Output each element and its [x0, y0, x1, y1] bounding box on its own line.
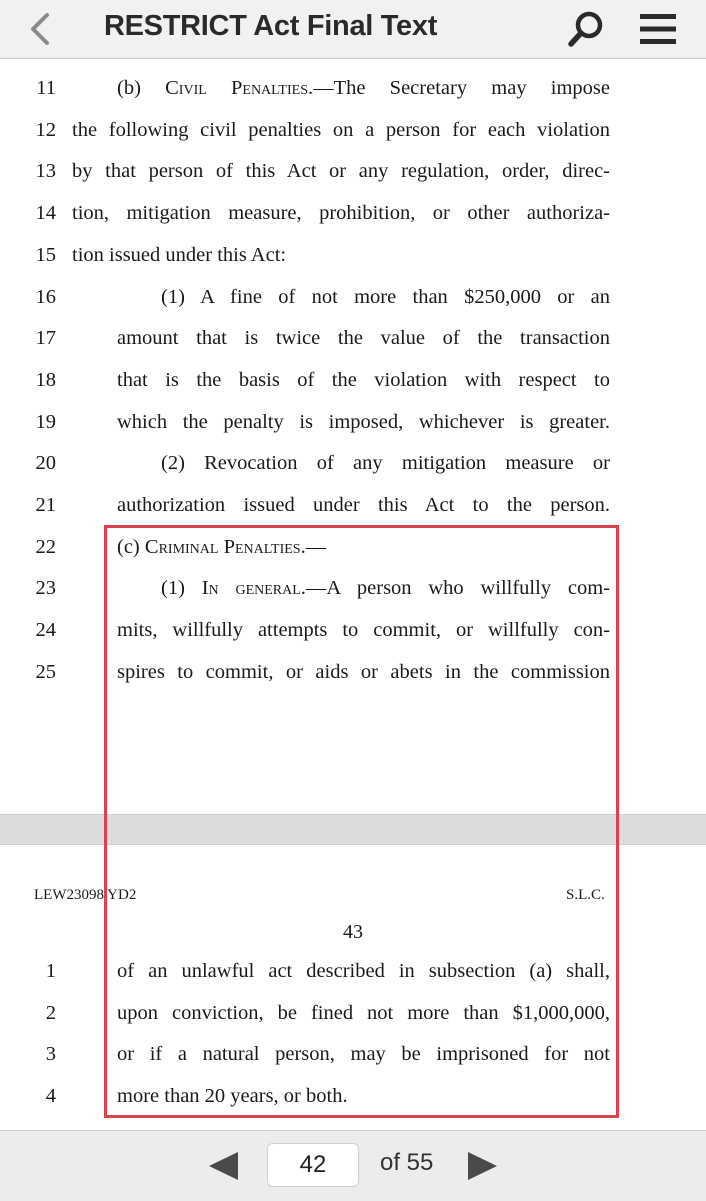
page43-text-line [117, 1081, 610, 1111]
page-separator [0, 814, 706, 845]
text-span: .— [300, 535, 327, 558]
text-span: authorization issued under this Act to the person. [117, 494, 610, 516]
page42-line-number: 13 [35, 160, 56, 183]
text-span: the following civil penalties on a person for each violation [72, 118, 610, 141]
triangle-right-icon[interactable] [466, 1149, 500, 1183]
page42-text-line [117, 323, 610, 353]
section-heading: In general [201, 577, 301, 600]
page-number-input[interactable] [267, 1143, 359, 1187]
text-span: that is the basis of the violation with respect to [117, 368, 610, 391]
page42-text-line [117, 407, 610, 437]
page42-text-line [117, 657, 610, 687]
page43-line-number: 2 [45, 1001, 56, 1024]
page42-text-line [161, 573, 610, 603]
document-id: LEW23098 YD2 [34, 887, 137, 903]
page42-line-number: 23 [35, 577, 56, 600]
text-span: (1) A fine of not more than $250,000 or an [161, 285, 610, 308]
page43-line-number: 3 [45, 1043, 56, 1066]
page43-text-line [117, 998, 610, 1028]
page43-line-number: 4 [45, 1085, 56, 1108]
slc-marker: S.L.C. [566, 887, 605, 903]
search-icon[interactable] [566, 10, 606, 50]
printed-page-number: 43 [343, 921, 363, 943]
page42-text-line [72, 156, 610, 186]
page-count-label: of 55 [380, 1149, 434, 1176]
page42-text-line [161, 448, 610, 478]
text-span: which the penalty is imposed, whichever is greater. [117, 410, 610, 433]
page42-text-line [117, 73, 610, 103]
page42-line-number: 16 [35, 285, 56, 308]
text-span: more than 20 years, or both. [117, 1085, 348, 1108]
triangle-left-icon[interactable] [206, 1149, 240, 1183]
page42-text-line [72, 115, 610, 145]
top-toolbar [0, 0, 706, 59]
page43-line-number: 1 [45, 960, 56, 982]
text-span: spires to commit, or aids or abets in the commission [117, 660, 610, 683]
page42-line-number: 19 [35, 410, 56, 433]
text-span: by that person of this Act or any regulation, order, direc- [72, 160, 610, 183]
hamburger-menu-icon[interactable] [638, 12, 678, 46]
page42-line-number: 22 [35, 535, 56, 558]
page43-text-line [117, 956, 610, 986]
text-span: (b) [117, 77, 166, 99]
section-heading: Criminal Penalties [144, 535, 301, 558]
page42-text-line [117, 615, 610, 645]
text-span: (2) Revocation of any mitigation measure or [161, 452, 610, 475]
page42-line-number: 18 [35, 368, 56, 391]
page42-text-line [161, 282, 610, 312]
document-viewer[interactable] [0, 59, 706, 1130]
text-span: .—The Secretary may impose [307, 77, 611, 99]
section-heading: Civil Penalties [165, 77, 308, 99]
text-span: mits, willfully attempts to commit, or willfully con- [117, 619, 610, 642]
page42-line-number: 20 [35, 452, 56, 475]
text-span: or if a natural person, may be imprisoned for not [117, 1043, 610, 1066]
page-navigation-bar [0, 1130, 706, 1201]
text-span: upon conviction, be fined not more than $1,000,000, [117, 1001, 610, 1024]
page42-text-line [72, 198, 610, 228]
text-span: of an unlawful act described in subsection (a) shall, [117, 960, 610, 982]
page42-line-number: 12 [35, 118, 56, 141]
page42-text-line [117, 365, 610, 395]
text-span: (c) [117, 535, 145, 558]
page42-line-number: 24 [35, 619, 56, 642]
page42-line-number: 14 [35, 202, 56, 225]
chevron-left-icon[interactable] [26, 12, 56, 46]
text-span: .—A person who willfully com- [300, 577, 611, 600]
page42-line-number: 11 [36, 77, 56, 99]
page42-text-line [117, 490, 610, 520]
text-span: tion issued under this Act: [72, 243, 287, 266]
text-span: amount that is twice the value of the transaction [117, 327, 610, 350]
page42-line-number: 21 [35, 494, 56, 516]
page42-line-number: 15 [35, 243, 56, 266]
page43-text-line [117, 1039, 610, 1069]
page42-text-line [117, 532, 610, 562]
text-span: (1) [161, 577, 202, 600]
page42-line-number: 17 [35, 327, 56, 350]
page42-text-line [72, 240, 610, 270]
text-span: tion, mitigation measure, prohibition, or other authoriza- [72, 202, 610, 225]
document-title: RESTRICT Act Final Text [104, 10, 438, 42]
page42-line-number: 25 [35, 660, 56, 683]
